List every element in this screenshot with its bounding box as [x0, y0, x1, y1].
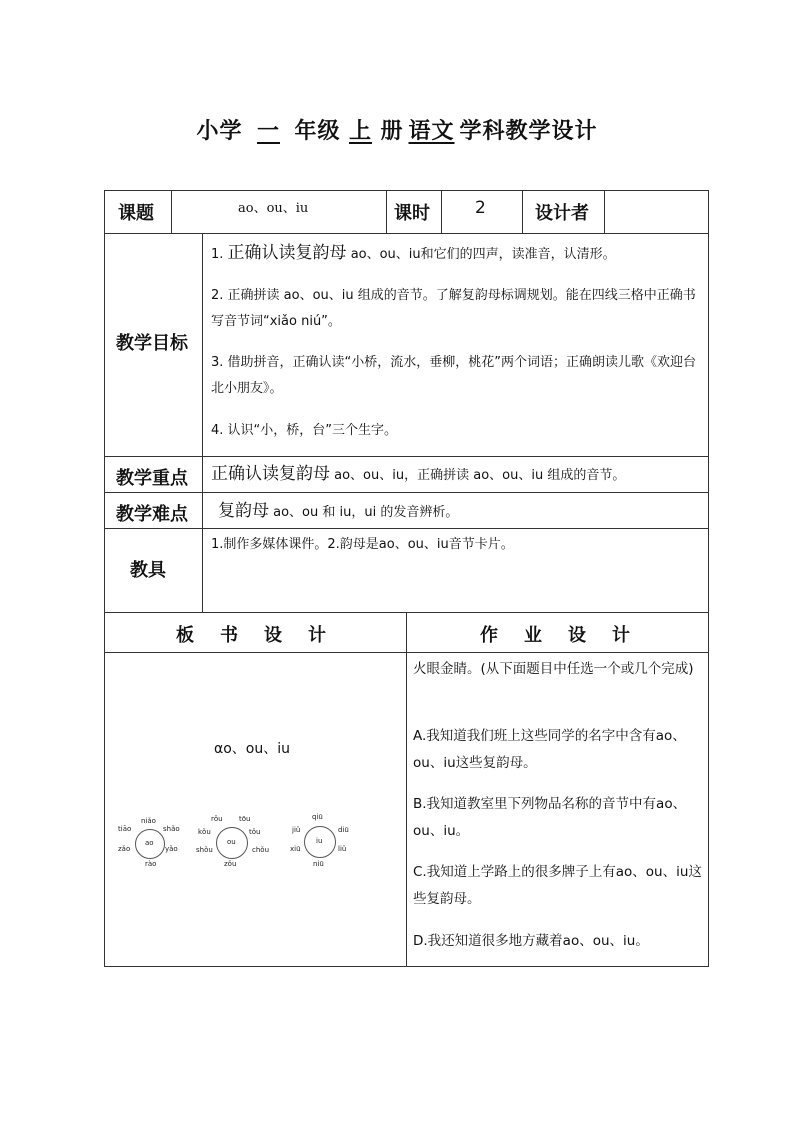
- wheel-ou-top: tōu: [239, 815, 251, 823]
- wheel-ao-tl: tiāo: [118, 825, 132, 833]
- goal-1-lead: 正确认读复韵母: [227, 243, 347, 263]
- difficulty-rest: ao、ou 和 iu，ui 的发音辨析。: [273, 505, 459, 520]
- wheel-ao-br: yǎo: [165, 845, 178, 853]
- wheel-ou-top-left: rǒu: [211, 815, 223, 823]
- goal-1: [211, 240, 699, 268]
- goal-2: 2. 正确拼读 ao、ou、iu 组成的音节。了解复韵母标调规划。能在四线三格中正确书写音节词“xiǎo niú”。: [211, 288, 696, 329]
- homework-option-b: B.我知道教室里下列物品名称的音节中有ao、ou、iu。: [413, 796, 687, 839]
- title-grade: 一: [256, 119, 280, 144]
- title-subject: 语文: [408, 119, 455, 144]
- topic-value: ao、ou、iu: [238, 201, 309, 216]
- title-grade-suffix: 年级: [294, 119, 341, 144]
- hours-value: 2: [475, 198, 486, 218]
- key-points-rest: ao、ou、iu，正确拼读 ao、ou、iu 组成的音节。: [334, 468, 626, 483]
- key-points-text: [211, 463, 625, 485]
- wheel-ao-bottom: rào: [145, 860, 157, 868]
- wheel-ou-bl: shǒu: [196, 846, 213, 854]
- wheel-iu-br: liǔ: [338, 845, 347, 853]
- wheel-ou-tr: tǒu: [249, 828, 261, 836]
- wheel-ou-tl: kǒu: [198, 828, 211, 836]
- board-heading: 板书设计: [176, 625, 352, 646]
- key-points-lead: 正确认读复韵母: [211, 464, 330, 484]
- page-title: [0, 114, 794, 145]
- goals-label: 教学目标: [116, 333, 188, 354]
- difficulty-text: [218, 500, 458, 522]
- tools-text: 1.制作多媒体课件。2.韵母是ao、ou、iu音节卡片。: [211, 537, 514, 552]
- homework-heading: 作业设计: [480, 625, 656, 646]
- wheel-ao-top: niǎo: [141, 817, 156, 825]
- title-suffix: 学科教学设计: [459, 119, 598, 144]
- tools-label: 教具: [130, 560, 166, 581]
- homework-intro: 火眼金睛。(从下面题目中任选一个或几个完成): [413, 661, 694, 677]
- wheel-iu-top: qiū: [312, 813, 323, 821]
- wheel-ao-tr: shǎo: [163, 825, 180, 833]
- wheel-iu-bottom: niū: [313, 860, 324, 868]
- wheel-ou-center: ou: [227, 838, 236, 846]
- wheel-ou-br: chǒu: [252, 846, 270, 854]
- wheel-iu-tr: diū: [338, 826, 349, 834]
- board-line: αo、ou、iu: [214, 741, 290, 757]
- wheel-ao-center: ao: [145, 839, 154, 847]
- homework-option-a: A.我知道我们班上这些同学的名字中含有ao、ou、iu这些复韵母。: [413, 728, 686, 771]
- title-volume-suffix: 册: [380, 119, 404, 144]
- topic-label: 课题: [118, 203, 154, 224]
- goal-1-num: 1.: [211, 247, 224, 262]
- key-points-label: 教学重点: [116, 468, 188, 489]
- wheel-iu-bl: xiū: [290, 845, 301, 853]
- wheel-iu-tl: jiǔ: [292, 826, 301, 834]
- goal-3: 3. 借助拼音，正确认读“小桥，流水，垂柳，桃花”两个词语；正确朗读儿歌《欢迎台北小朋友》。: [211, 355, 697, 396]
- designer-label: 设计者: [535, 203, 589, 224]
- hours-label: 课时: [394, 203, 430, 224]
- wheel-iu-center: iu: [316, 837, 323, 845]
- goal-4: 4. 认识“小，桥，台”三个生字。: [211, 423, 398, 438]
- title-volume: 上: [348, 119, 372, 144]
- wheel-ao-bl: zǎo: [118, 845, 131, 853]
- title-prefix: 小学: [196, 119, 243, 144]
- goal-1-rest: ao、ou、iu和它们的四声，读准音，认清形。: [350, 247, 616, 262]
- wheel-ou-bottom: zǒu: [224, 860, 237, 868]
- homework-option-d: D.我还知道很多地方藏着ao、ou、iu。: [413, 933, 649, 949]
- difficulty-label: 教学难点: [116, 504, 188, 525]
- homework-option-c: C.我知道上学路上的很多牌子上有ao、ou、iu这些复韵母。: [413, 864, 702, 907]
- difficulty-lead: 复韵母: [218, 501, 269, 521]
